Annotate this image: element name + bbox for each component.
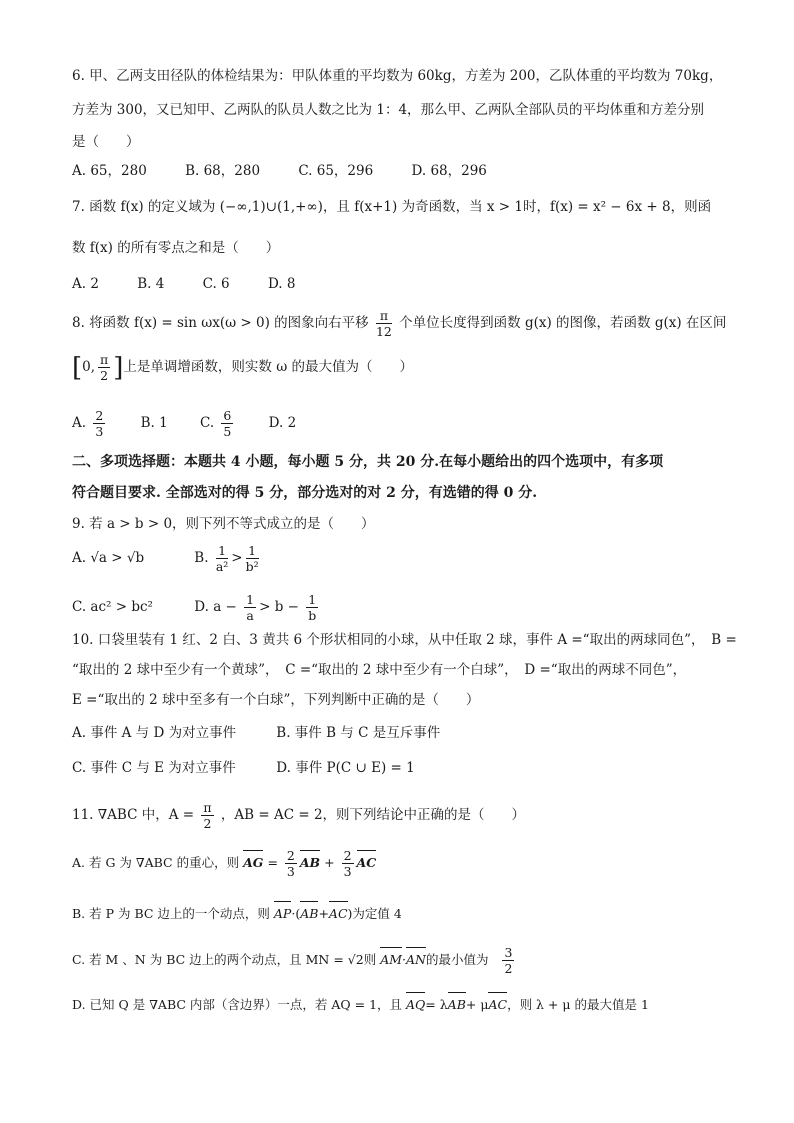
q6-options	[72, 161, 521, 181]
q8-option-a-num: 2	[95, 408, 104, 423]
q11-option-a-d1: 3	[286, 864, 295, 879]
q9-option-d-num1: 1	[246, 592, 255, 607]
q11-option-d-vec-ac: AC	[488, 995, 507, 1015]
q9-options-row2	[72, 592, 321, 623]
q11-option-b-vec-ap: AP	[274, 904, 291, 924]
q6-option-d: D. 68，296	[411, 163, 487, 179]
q11-stem-text-a: 11. ∇ABC 中，A =	[72, 807, 195, 823]
q9-option-d-den2: b	[308, 608, 317, 623]
q9-option-d-num2: 1	[308, 592, 317, 607]
q11-option-b-mid: ·(	[291, 906, 301, 921]
q11-stem	[72, 800, 525, 831]
q9-option-d-den1: a	[246, 608, 254, 623]
q8-option-d: D. 2	[268, 415, 297, 431]
q11-option-b-end: )为定值 4	[347, 906, 402, 921]
q10-option-a: A. 事件 A 与 D 为对立事件	[72, 725, 237, 741]
q11-option-a-plus: +	[324, 855, 335, 870]
q9-option-c: C. ac² > bc²	[72, 599, 153, 615]
q8-options	[72, 408, 296, 439]
q8-interval-numerator: π	[100, 352, 109, 367]
q11-option-b	[72, 904, 402, 924]
q9-option-b-den2: b²	[245, 559, 259, 574]
q8-shift-fraction	[376, 308, 392, 339]
q11-option-c-text-b: 的最小值为	[425, 952, 489, 967]
q11-stem-num: π	[203, 800, 212, 815]
q11-option-a-n1: 2	[286, 848, 295, 863]
q11-option-b-vec-ac: AC	[329, 904, 348, 924]
q7-option-a: A. 2	[72, 276, 99, 292]
q8-stem-text-b: 个单位长度得到函数 g(x) 的图像，若函数 g(x) 在区间	[399, 315, 727, 331]
q9-option-a: A. √a > √b	[72, 550, 145, 566]
q10-stem-line1: 10. 口袋里装有 1 红、2 白、3 黄共 6 个形状相同的小球，从中任取 2 球，事件 A =“取出的两球同色”， B =	[72, 632, 737, 648]
q8-stem-line1	[72, 308, 726, 339]
q8-option-a-den: 3	[95, 424, 104, 439]
left-bracket-icon: [	[72, 352, 83, 383]
q10-stem-line2: “取出的 2 球中至少有一个黄球”， C =“取出的 2 球中至少有一个白球”， D =“取出的两球不同色”，	[72, 662, 687, 678]
q7-option-c: C. 6	[202, 276, 230, 292]
q8-interval-fraction	[98, 352, 110, 383]
q8-option-c-fraction	[221, 408, 233, 439]
q9-option-b-den1: a²	[215, 559, 229, 574]
q8-interval-left: 0,	[82, 359, 96, 375]
q11-option-d-text: D. 已知 Q 是 ∇ABC 内部（含边界）一点，若 AQ = 1，且	[72, 997, 403, 1012]
q6-option-c: C. 65，296	[298, 163, 374, 179]
q11-option-c	[72, 945, 517, 976]
q9-option-b	[194, 543, 261, 574]
q11-option-a-vec-ag: AG	[243, 853, 263, 873]
q11-option-c-text: C. 若 M 、N 为 BC 边上的两个动点，且 MN = √2则	[72, 952, 377, 967]
q7-stem-line1: 7. 函数 f(x) 的定义域为 (−∞,1)∪(1,+∞)，且 f(x+1) 为奇函数，当 x > 1时，f(x) = x² − 6x + 8，则函	[72, 199, 712, 215]
q11-option-c-vec-an: AN	[406, 950, 426, 970]
q9-stem: 9. 若 a > b > 0，则下列不等式成立的是（ ）	[72, 516, 375, 532]
q11-option-d-text-b: ，则 λ + μ 的最大值是 1	[507, 997, 649, 1012]
q10-option-c: C. 事件 C 与 E 为对立事件	[72, 760, 236, 776]
q6-stem-line1: 6. 甲、乙两支田径队的体检结果为：甲队体重的平均数为 60kg，方差为 200，乙队体重的平均数为 70kg，	[72, 68, 723, 84]
q8-option-a-label: A.	[72, 415, 87, 431]
q10-options-row2	[72, 758, 415, 778]
q8-option-a	[72, 408, 113, 439]
q7-option-d: D. 8	[267, 276, 296, 292]
q8-option-a-fraction	[93, 408, 105, 439]
q8-stem-line2	[72, 352, 413, 383]
q8-option-b: B. 1	[140, 415, 168, 431]
q9-option-d-frac2	[306, 592, 318, 623]
q11-option-b-text: B. 若 P 为 BC 边上的一个动点，则	[72, 906, 270, 921]
q8-option-c-den: 5	[223, 424, 232, 439]
q9-option-d-label: D. a −	[194, 599, 237, 615]
q11-option-a	[72, 848, 376, 879]
q7-option-b: B. 4	[137, 276, 165, 292]
section2-heading-line1: 二、多项选择题：本题共 4 小题，每小题 5 分，共 20 分.在每小题给出的四个选项中，有多项	[72, 454, 664, 470]
q8-option-c-label: C.	[199, 415, 215, 431]
q11-option-a-vec-ab: AB	[300, 853, 320, 873]
q7-options	[72, 274, 329, 294]
q11-option-a-n2: 2	[343, 848, 352, 863]
q8-stem-text-c: 上是单调增函数，则实数 ω 的最大值为（ ）	[123, 359, 414, 375]
q6-option-a: A. 65，280	[72, 163, 147, 179]
q8-option-c-num: 6	[223, 408, 232, 423]
q11-stem-text-b: ，AB = AC = 2，则下列结论中正确的是（ ）	[220, 807, 526, 823]
q8-shift-denominator: 12	[375, 324, 392, 339]
q11-option-a-text: A. 若 G 为 ∇ABC 的重心，则	[72, 855, 240, 870]
q8-option-c	[199, 408, 241, 439]
q9-option-b-rel: >	[231, 550, 243, 566]
q11-option-b-plus: +	[318, 906, 329, 921]
q11-option-a-d2: 3	[343, 864, 352, 879]
q11-option-d	[72, 995, 649, 1015]
section2-heading-line2: 符合题目要求. 全部选对的得 5 分，部分选对的对 2 分，有选错的得 0 分.	[72, 485, 538, 501]
q8-stem-text-a: 8. 将函数 f(x) = sin ωx(ω > 0) 的图象向右平移	[72, 315, 369, 331]
q11-stem-fraction	[201, 800, 213, 831]
q6-stem-line3: 是（ ）	[72, 134, 140, 150]
q8-shift-numerator: π	[376, 308, 392, 324]
q11-option-d-vec-aq: AQ	[406, 995, 425, 1015]
q9-option-b-label: B.	[194, 550, 209, 566]
q11-option-d-plus: + μ	[465, 997, 489, 1012]
q7-stem-line2: 数 f(x) 的所有零点之和是（ ）	[72, 240, 280, 256]
q11-option-a-vec-ac: AC	[357, 853, 377, 873]
q9-option-d	[194, 592, 321, 623]
q11-option-a-eq: =	[267, 855, 278, 870]
q10-option-b: B. 事件 B 与 C 是互斥事件	[276, 725, 441, 741]
q10-stem-line3: E =“取出的 2 球中至多有一个白球”，下列判断中正确的是（ ）	[72, 692, 480, 708]
q11-option-d-eq: = λ	[425, 997, 448, 1012]
q9-option-b-num2: 1	[246, 543, 259, 559]
q8-interval-denominator: 2	[100, 368, 109, 383]
q9-option-d-mid: > b −	[259, 599, 299, 615]
q11-option-a-frac2	[342, 848, 354, 879]
q11-option-c-fraction	[502, 945, 514, 976]
q11-option-c-den: 2	[504, 961, 513, 976]
q6-option-b: B. 68，280	[185, 163, 261, 179]
q10-option-d: D. 事件 P(C ∪ E) = 1	[276, 760, 415, 776]
q6-stem-line2: 方差为 300，又已知甲、乙两队的队员人数之比为 1：4，那么甲、乙两队全部队员的平均体重和方差分别	[72, 102, 705, 118]
q11-option-b-vec-ab: AB	[300, 904, 318, 924]
q11-option-c-vec-am: AM	[380, 950, 402, 970]
q11-stem-den: 2	[203, 816, 212, 831]
q11-option-c-dot: ·	[402, 952, 406, 967]
q11-option-c-num: 3	[504, 945, 513, 960]
q11-option-d-vec-ab: AB	[448, 995, 466, 1015]
q11-option-a-frac1	[285, 848, 297, 879]
q9-option-b-frac2	[246, 543, 259, 574]
q9-option-b-num1: 1	[216, 543, 228, 559]
q9-options-row1	[72, 543, 262, 574]
right-bracket-icon: ]	[113, 352, 124, 383]
q9-option-b-frac1	[216, 543, 228, 574]
q10-options-row1	[72, 723, 440, 743]
q9-option-d-frac1	[244, 592, 256, 623]
